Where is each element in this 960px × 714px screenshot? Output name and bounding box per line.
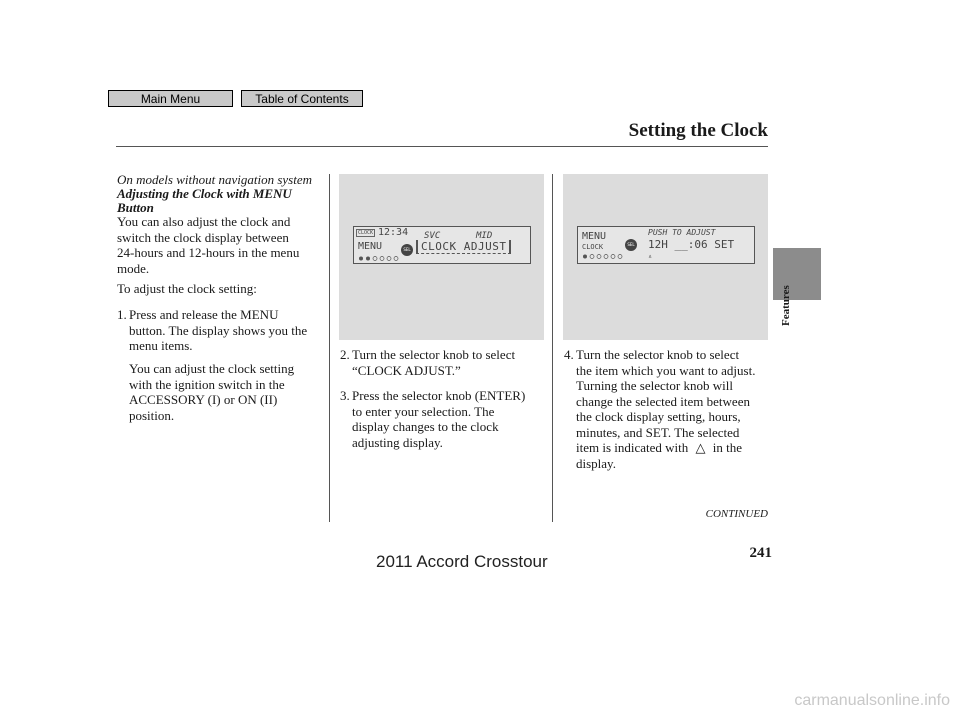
- side-tab-label: Features: [780, 285, 792, 326]
- step-line: Press and release the MENU: [129, 307, 279, 322]
- note-line: position.: [129, 407, 175, 423]
- step-line: Turn the selector knob to select: [576, 347, 740, 362]
- continued-label: CONTINUED: [705, 508, 768, 520]
- display-illustration: [563, 174, 768, 340]
- main-menu-button[interactable]: Main Menu: [108, 90, 233, 107]
- step-2: [340, 347, 550, 378]
- lead-in: To adjust the clock setting:: [117, 281, 257, 296]
- lcd-mid: MID: [476, 231, 493, 241]
- lcd-selected-item: CLOCK ADJUST: [416, 240, 511, 254]
- preset-dots-icon: [582, 253, 624, 260]
- lcd-time: 12:34: [378, 227, 409, 238]
- step-line: [576, 440, 770, 456]
- intro-line: mode.: [117, 260, 150, 276]
- subheading: Adjusting the Clock with MENU: [117, 186, 292, 201]
- document-title: 2011 Accord Crosstour: [376, 552, 548, 571]
- step-line: the clock display setting, hours,: [576, 409, 741, 424]
- step-number: 1.: [117, 307, 127, 322]
- note-line: ACCESSORY (I) or ON (II): [129, 392, 278, 407]
- sel-icon: SEL: [401, 244, 413, 256]
- lcd-svc: SVC: [424, 231, 441, 241]
- indicated-suffix: in the: [712, 440, 743, 455]
- subheading-cont: Button: [117, 200, 154, 215]
- step-line: to enter your selection. The: [352, 403, 495, 419]
- step-1-note: [129, 361, 294, 423]
- step-line: display changes to the clock: [352, 419, 499, 434]
- section-title: Setting the Clock: [628, 120, 768, 141]
- lcd-menu: MENU: [358, 241, 383, 252]
- lcd-menu: MENU: [582, 231, 607, 242]
- indicated-prefix: item is indicated with: [576, 440, 689, 455]
- lcd-screen: [353, 226, 531, 264]
- intro-line: switch the clock display between: [117, 229, 289, 245]
- step-line: “CLOCK ADJUST.”: [352, 362, 461, 378]
- intro-paragraph: [117, 214, 299, 276]
- step-4: [564, 347, 770, 471]
- step-line: change the selected item between: [576, 393, 750, 409]
- lcd-cursor-mark: ▵: [648, 252, 653, 260]
- step-line: menu items.: [129, 338, 193, 353]
- note-line: You can adjust the clock setting: [129, 361, 295, 376]
- lcd-clock-tag: CLOCK: [358, 230, 374, 236]
- step-line: minutes, and SET. The selected: [576, 424, 740, 440]
- display-illustration: [339, 174, 544, 340]
- header-rule: [116, 146, 768, 147]
- step-line: Turning the selector knob will: [576, 378, 733, 393]
- watermark: carmanualsonline.info: [794, 692, 950, 709]
- step-line: the item which you want to adjust.: [576, 362, 756, 378]
- intro-line: You can also adjust the clock and: [117, 214, 291, 229]
- step-line: adjusting display.: [352, 434, 443, 450]
- lcd-clock: CLOCK: [582, 243, 604, 251]
- step-number: 3.: [340, 388, 350, 403]
- step-number: 4.: [564, 347, 574, 362]
- column-divider: [552, 174, 553, 522]
- model-note: On models without navigation system: [117, 172, 312, 187]
- step-line: Turn the selector knob to select: [352, 347, 516, 362]
- page-number: 241: [749, 545, 772, 561]
- step-1: [117, 307, 327, 354]
- lcd-screen: [577, 226, 755, 264]
- lcd-setting-line: 12H __:06 SET: [648, 238, 735, 251]
- table-of-contents-button[interactable]: Table of Contents: [241, 90, 363, 107]
- column-divider: [329, 174, 330, 522]
- step-line: Press the selector knob (ENTER): [352, 388, 526, 403]
- step-number: 2.: [340, 347, 350, 362]
- sel-icon: SEL: [625, 239, 637, 251]
- intro-line: 24-hours and 12-hours in the menu: [117, 245, 300, 260]
- triangle-indicator-icon: △: [695, 440, 706, 455]
- step-3: [340, 388, 550, 450]
- step-line: display.: [576, 455, 616, 471]
- lcd-push-to-adjust: PUSH TO ADJUST: [648, 228, 716, 237]
- preset-dots-icon: [358, 255, 400, 262]
- note-line: with the ignition switch in the: [129, 376, 285, 392]
- step-line: button. The display shows you the: [129, 322, 308, 338]
